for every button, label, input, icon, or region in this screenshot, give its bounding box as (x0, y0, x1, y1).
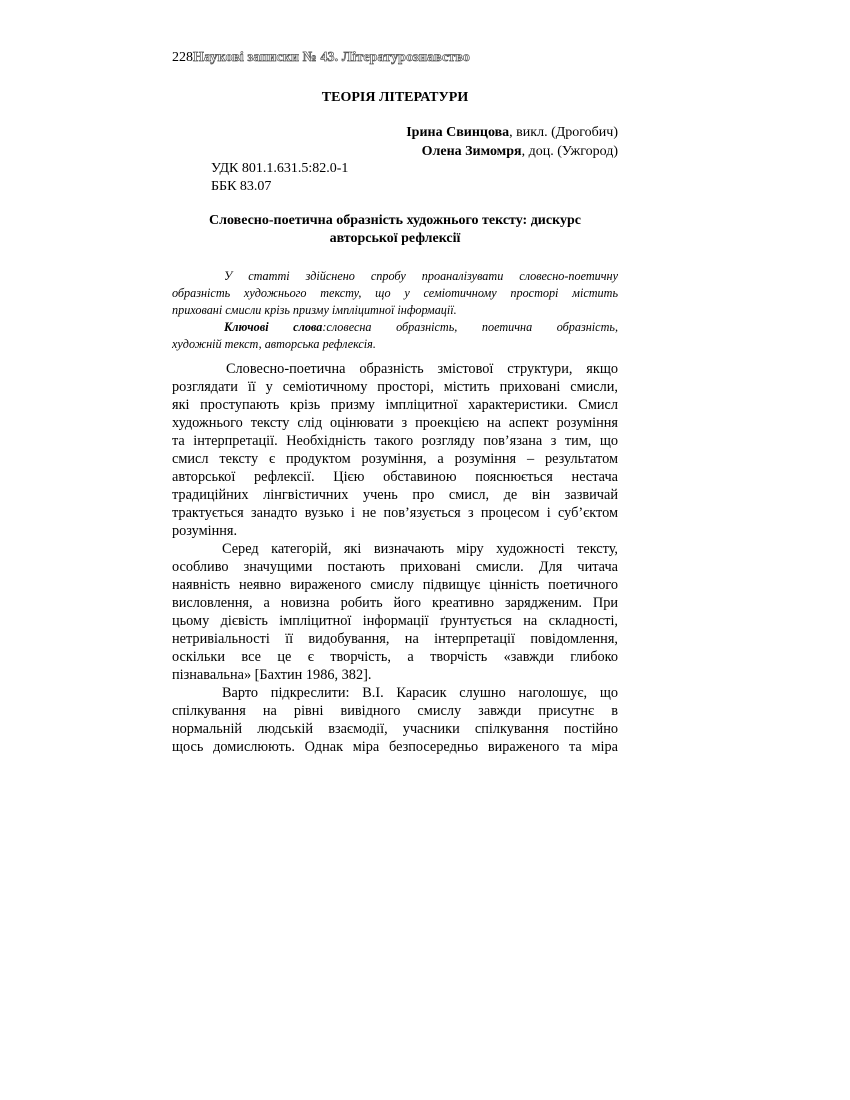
classification-codes (211, 160, 348, 196)
text-line: Варто підкреслити: В.І. Карасик слушно наголошує, що (222, 685, 618, 701)
text-line: особливо значущими постають приховані смисли. Для читача (172, 559, 618, 575)
abstract-line: приховані смисли крізь призму імпліцитної інформації. (172, 303, 457, 317)
bbk-code: ББК 83.07 (211, 179, 272, 194)
author-line (406, 142, 618, 161)
abstract (172, 268, 618, 353)
text-line: наявність неявно вираженого смислу підвищує цінність поетичного (172, 577, 618, 593)
text-line: традиційних лінгвістичних учень про смисл, де він зазвичай (172, 487, 618, 503)
udk-code: УДК 801.1.631.5:82.0-1 (211, 161, 349, 176)
article-title-line: Словесно-поетична образність художнього тексту: дискурс (209, 213, 581, 228)
section-title: ТЕОРІЯ ЛІТЕРАТУРИ (321, 90, 469, 105)
keywords-label: Ключові слова (224, 320, 323, 334)
article-title (172, 212, 618, 248)
text-line: щось домислюють. Однак міра безпосередньо вираженого та міра (172, 739, 618, 755)
text-line: оскільки все це є творчість, а творчість «завжди глибоко (172, 649, 618, 665)
text-line: смисл тексту є продуктом розуміння, а розуміння – результатом (172, 451, 618, 467)
keywords-line (172, 319, 618, 336)
text-line: розуміння. (172, 523, 238, 539)
text-line: які проступають крізь призму імпліцитної характеристики. Смисл (172, 397, 618, 413)
text-line: художнього тексту слід оцінювати з проекцією на аспект розуміння (172, 415, 618, 431)
paragraph (172, 540, 618, 684)
author-affiliation: , доц. (Ужгород) (521, 144, 618, 159)
abstract-line: У статті здійснено спробу проаналізувати словесно-поетичну (224, 269, 618, 283)
author-block (406, 123, 618, 161)
paragraph (172, 360, 618, 540)
text-line: авторської рефлексії. Цією обставиною пояснюється нестача (172, 469, 618, 485)
text-line: розглядати її у семіотичному просторі, містить приховані смисли, (172, 379, 618, 395)
author-line (406, 123, 618, 142)
author-name: Олена Зимомря (421, 144, 522, 159)
text-line: та інтерпретації. Необхідність такого розгляду пов’язана з тим, що (172, 433, 618, 449)
page-number: 228 (172, 50, 193, 65)
text-line: Серед категорій, які визначають міру художності тексту, (222, 541, 618, 557)
text-line: спілкування на рівні вивідного смислу завжди присутнє в (172, 703, 618, 719)
text-line: трактується занадто вузько і не пов’язується з процесом і суб’єктом (172, 505, 618, 521)
keywords-line: художній текст, авторська рефлексія. (172, 337, 376, 351)
author-affiliation: , викл. (Дрогобич) (509, 125, 618, 140)
running-header (172, 49, 470, 67)
keywords-text: :словесна образність, поетична образність, (322, 320, 618, 334)
text-line: цьому дієвість імпліцитної інформації ґрунтується на складності, (172, 613, 618, 629)
text-line: нетривіальності її видобування, на інтерпретації повідомлення, (172, 631, 618, 647)
text-line: Словесно-поетична образність змістової структури, якщо (226, 361, 618, 377)
abstract-line: образність художнього тексту, що у семіотичному просторі містить (172, 286, 618, 300)
author-name: Ірина Свинцова (406, 125, 510, 140)
text-line: висловлення, а новизна робить його креативно зарядженим. При (172, 595, 618, 611)
text-line: пізнавальна» [Бахтин 1986, 382]. (172, 667, 372, 683)
article-title-line: авторської рефлексії (329, 231, 461, 246)
journal-title: Наукові записки № 43. Літературознавство (193, 50, 470, 65)
paragraph (172, 684, 618, 756)
body-text (172, 360, 618, 756)
text-line: нормальній людській взаємодії, учасники спілкування постійно (172, 721, 618, 737)
